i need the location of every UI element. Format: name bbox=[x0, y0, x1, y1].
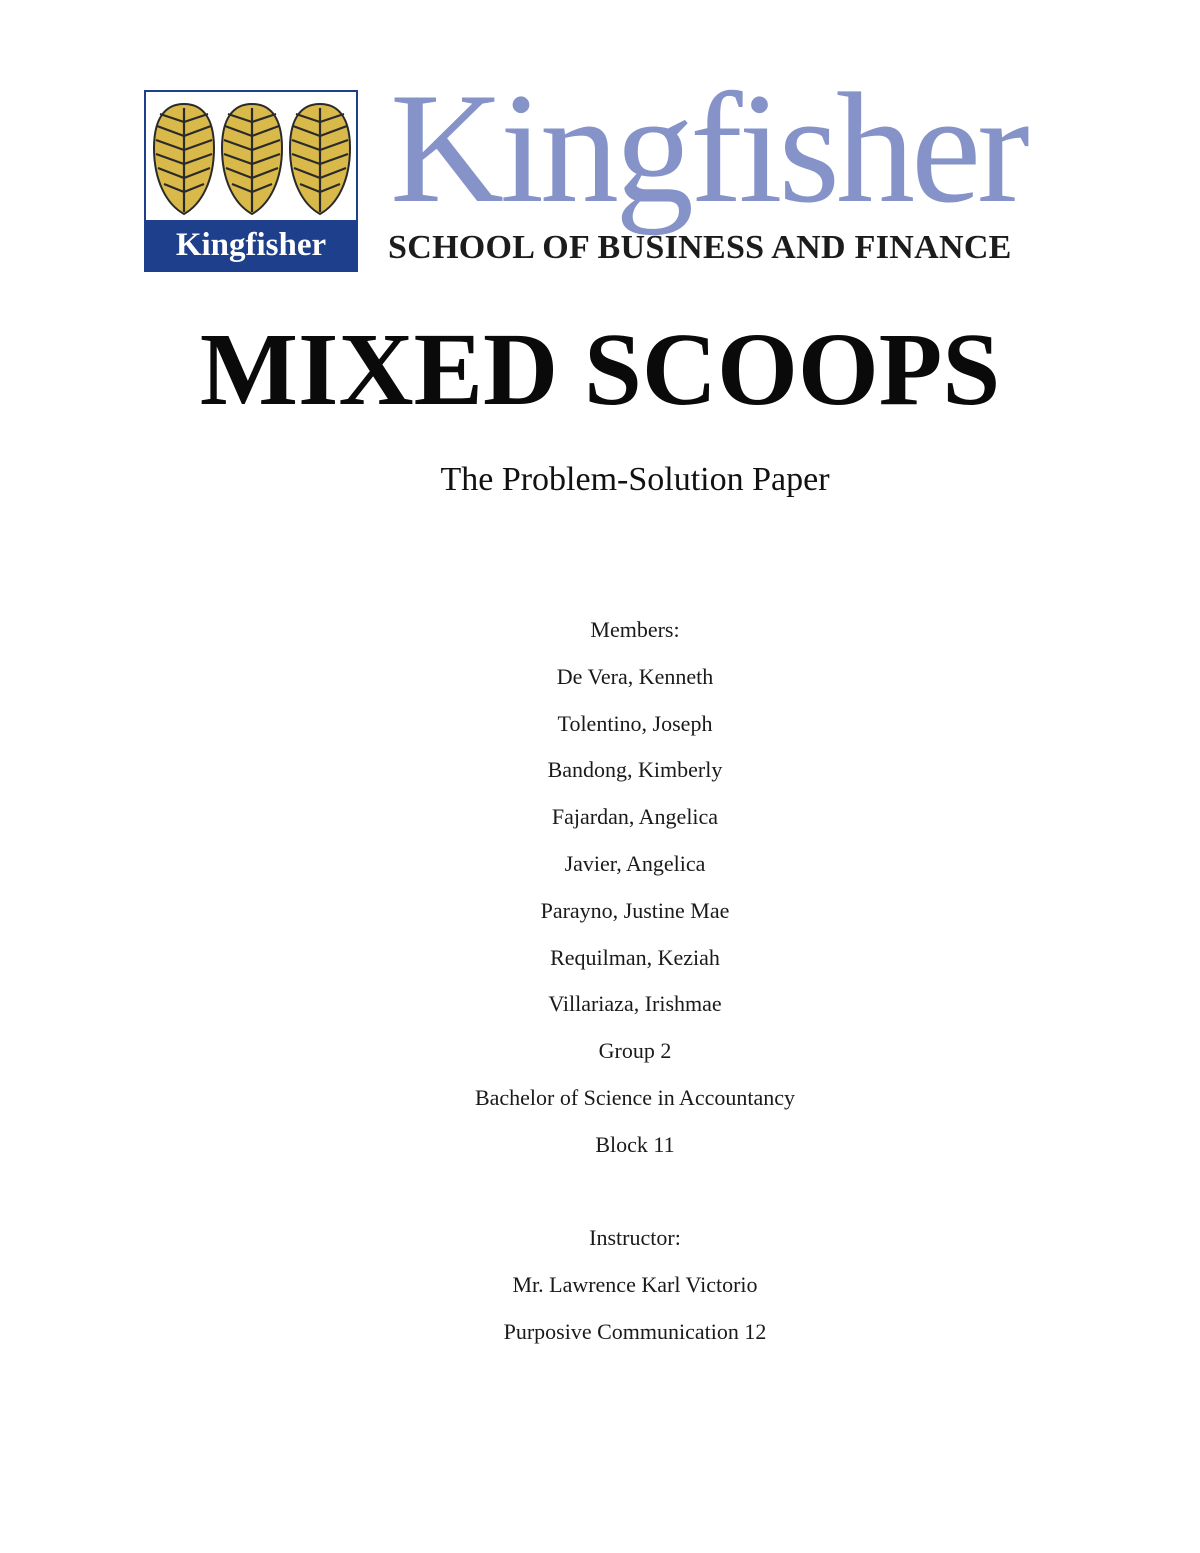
paper-subtitle: The Problem-Solution Paper bbox=[440, 461, 830, 498]
wheat-leaves-emblem-icon bbox=[152, 100, 352, 218]
member-name: De Vera, Kenneth bbox=[556, 663, 714, 689]
member-name: Javier, Angelica bbox=[564, 850, 706, 876]
group-label: Group 2 bbox=[598, 1038, 672, 1064]
instructor-label: Instructor: bbox=[589, 1225, 681, 1251]
member-name: Fajardan, Angelica bbox=[551, 804, 719, 830]
member-name: Bandong, Kimberly bbox=[547, 757, 723, 783]
course-name: Purposive Communication 12 bbox=[503, 1318, 767, 1344]
spacer bbox=[0, 1172, 1200, 1219]
member-name: Requilman, Keziah bbox=[550, 944, 720, 970]
paper-title: MIXED SCOOPS bbox=[199, 312, 1001, 427]
school-name: SCHOOL OF BUSINESS AND FINANCE bbox=[388, 229, 1012, 266]
logo-banner-text: Kingfisher bbox=[146, 220, 356, 270]
cover-details bbox=[0, 610, 1200, 1359]
member-name: Villariaza, Irishmae bbox=[548, 991, 722, 1017]
school-logo bbox=[144, 90, 358, 272]
block-label: Block 11 bbox=[595, 1131, 675, 1157]
members-label: Members: bbox=[590, 617, 680, 642]
instructor-name: Mr. Lawrence Karl Victorio bbox=[512, 1272, 758, 1298]
program-label: Bachelor of Science in Accountancy bbox=[474, 1084, 796, 1110]
school-wordmark: Kingfisher bbox=[390, 61, 1026, 236]
member-name: Tolentino, Joseph bbox=[557, 710, 713, 736]
member-name: Parayno, Justine Mae bbox=[540, 897, 730, 923]
